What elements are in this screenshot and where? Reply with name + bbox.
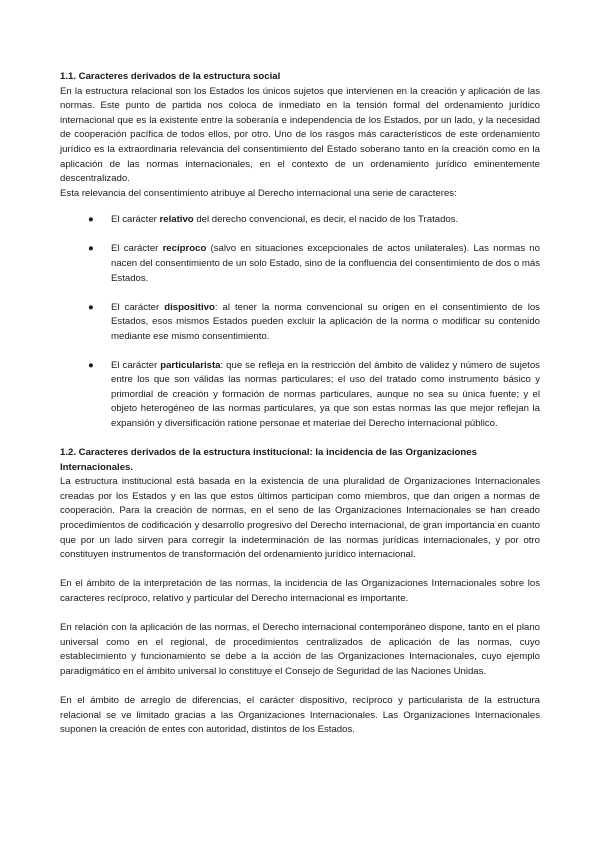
section-2-paragraph-3: En relación con la aplicación de las normas, el Derecho internacional contemporáneo dispone, tanto en el plano universal como en el regional, de procedimientos centralizados de aplicación de las normas, cuyo establecimiento y funcionamiento se debe a la acción de las Organizaciones Internacionales, cuyo ejemplo paradigmático en el ámbito universal lo constituye el Consejo de Seguridad de las Naciones Unidas. bbox=[60, 622, 540, 677]
list-item-text: : que se refleja en la restricción del ámbito de validez y número de sujetos entre los que son válidas las normas particulares; el uso del tratado como instrumento básico y primordial de creación y formación de normas particulares, aunque no sea su única fuente; y el objeto heterogéneo de las normas particulares, ya que son estas normas las que mejor reflejan la expansión y diversificación ratione personae et materiae del Derecho internacional público. bbox=[111, 359, 540, 430]
section-2-heading: 1.2. Caracteres derivados de la estructura institucional: la incidencia de las Organizaciones Internacionales. bbox=[60, 447, 477, 473]
list-item-particularista bbox=[60, 359, 540, 432]
list-item-prefix: El carácter bbox=[111, 359, 161, 371]
characteristics-list bbox=[60, 213, 540, 431]
paragraph-gap bbox=[60, 563, 540, 578]
list-item-term: recíproco bbox=[162, 243, 207, 255]
list-item-prefix: El carácter bbox=[111, 243, 163, 255]
list-item-prefix: El carácter bbox=[111, 214, 160, 226]
bullet-icon: ● bbox=[88, 359, 94, 371]
bullet-icon: ● bbox=[88, 214, 94, 226]
paragraph-gap bbox=[60, 607, 540, 622]
list-item-relativo bbox=[60, 213, 540, 228]
list-item-dispositivo bbox=[60, 301, 540, 345]
section-2-paragraph-2: En el ámbito de la interpretación de las normas, la incidencia de las Organizaciones Internacionales sobre los caracteres recíproco, relativo y particular del Derecho internacional es importante. bbox=[60, 578, 540, 604]
list-item-text: del derecho convencional, es decir, el nacido de los Tratados. bbox=[193, 214, 459, 226]
list-item-term: particularista bbox=[160, 359, 221, 371]
list-item-text: : al tener la norma convencional su origen en el consentimiento de los Estados, esos mismos Estados pueden excluir la aplicación de la norma o modificar su contenido mediante ese mismo consentimiento. bbox=[111, 301, 540, 342]
section-1-paragraph-1: En la estructura relacional son los Estados los únicos sujetos que intervienen en la creación y aplicación de las normas. Este punto de partida nos coloca de inmediato en la tensión formal del ordenamiento jurídico internacional que es la existente entre la soberanía e independencia de los Estados, por un lado, y la necesidad de cooperación pacífica de todos ellos, por otro. Uno de los rasgos más característicos de este ordenamiento jurídico es la extraordinaria relevancia del consentimiento del Estado soberano tanto en la creación como en la aplicación de las normas internacionales, en el contexto de un ordenamiento jurídico eminentemente descentralizado. bbox=[60, 85, 540, 185]
list-item-term: relativo bbox=[159, 214, 194, 226]
list-item-term: dispositivo bbox=[164, 301, 215, 313]
section-1-paragraph-2: Esta relevancia del consentimiento atribuye al Derecho internacional una serie de caracteres: bbox=[60, 187, 457, 199]
list-item-text: (salvo en situaciones excepcionales de actos unilaterales). Las normas no nacen del consentimiento de un solo Estado, sino de la confluencia del consentimiento de dos o más Estados. bbox=[111, 243, 540, 284]
section-1-heading: 1.1. Caracteres derivados de la estructura social bbox=[60, 71, 281, 82]
bullet-icon: ● bbox=[88, 243, 94, 255]
list-item-prefix: El carácter bbox=[111, 301, 165, 313]
list-item-reciproco bbox=[60, 242, 540, 286]
section-2-paragraph-4: En el ámbito de arreglo de diferencias, el carácter dispositivo, recíproco y particularista de la estructura relacional se ve limitado gracias a las Organizaciones Internacionales. Las Organizaciones Internacionales suponen la creación de entes con autoridad, distintos de los Estados. bbox=[60, 695, 540, 736]
bullet-icon: ● bbox=[88, 301, 94, 313]
section-2-paragraph-1: La estructura institucional está basada en la existencia de una pluralidad de Organizaciones Internacionales creadas por los Estados y en las que estos últimos participan como miembros, que dan origen a normas de cooperación. Para la creación de normas, en el seno de las Organizaciones Internacionales se han creado procedimientos de codificación y desarrollo progresivo del Derecho internacional, de gran importancia en cuanto que por un lado sirven para corregir la indeterminación de las normas jurídicas internacionales, y por otro constituyen instrumentos de transformación del ordenamiento jurídico internacional. bbox=[60, 476, 540, 561]
paragraph-gap bbox=[60, 680, 540, 695]
